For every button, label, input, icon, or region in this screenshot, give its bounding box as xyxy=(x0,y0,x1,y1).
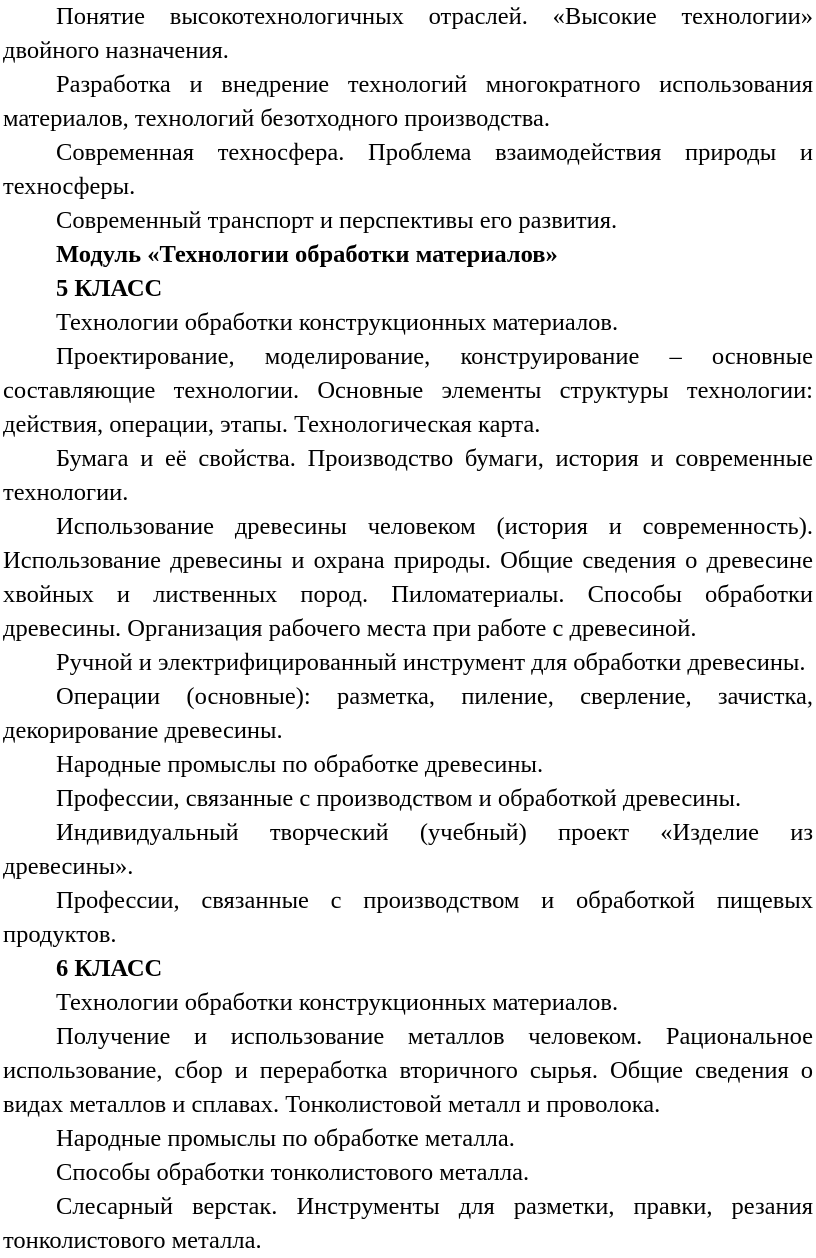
paragraph: Разработка и внедрение технологий многократного использования материалов, технологий безотходного производства. xyxy=(3,71,813,132)
grade-heading-5: 5 КЛАСС xyxy=(56,275,163,302)
paragraph: Ручной и электрифицированный инструмент для обработки древесины. xyxy=(56,649,806,676)
paragraph: Понятие высокотехнологичных отраслей. «Высокие технологии» двойного назначения. xyxy=(3,3,813,64)
grade-heading-6: 6 КЛАСС xyxy=(56,955,163,982)
paragraph: Использование древесины человеком (история и современность). Использование древесины и охрана природы. Общие сведения о древесине хвойных и лиственных пород. Пиломатериалы. Способы обработки древесины. Организация рабочего места при работе с древесиной. xyxy=(3,513,813,642)
paragraph: Народные промыслы по обработке древесины. xyxy=(56,751,544,778)
paragraph: Технологии обработки конструкционных материалов. xyxy=(56,989,619,1016)
paragraph: Индивидуальный творческий (учебный) проект «Изделие из древесины». xyxy=(3,819,813,880)
paragraph: Народные промыслы по обработке металла. xyxy=(56,1125,515,1152)
paragraph: Профессии, связанные с производством и обработкой пищевых продуктов. xyxy=(3,887,813,948)
paragraph: Бумага и её свойства. Производство бумаги, история и современные технологии. xyxy=(3,445,813,506)
paragraph: Слесарный верстак. Инструменты для разметки, правки, резания тонколистового металла. xyxy=(3,1193,813,1254)
paragraph: Современная техносфера. Проблема взаимодействия природы и техносферы. xyxy=(3,139,813,200)
paragraph: Современный транспорт и перспективы его развития. xyxy=(56,207,618,234)
paragraph: Профессии, связанные с производством и обработкой древесины. xyxy=(56,785,742,812)
document-page xyxy=(3,0,813,1258)
paragraph: Проектирование, моделирование, конструирование – основные составляющие технологии. Основные элементы структуры технологии: действия, операции, этапы. Технологическая карта. xyxy=(3,343,813,438)
paragraph: Технологии обработки конструкционных материалов. xyxy=(56,309,619,336)
paragraph: Получение и использование металлов человеком. Рациональное использование, сбор и переработка вторичного сырья. Общие сведения о видах металлов и сплавах. Тонколистовой металл и проволока. xyxy=(3,1023,813,1118)
paragraph: Операции (основные): разметка, пиление, сверление, зачистка, декорирование древесины. xyxy=(3,683,813,744)
paragraph: Способы обработки тонколистового металла. xyxy=(56,1159,530,1186)
module-heading: Модуль «Технологии обработки материалов» xyxy=(56,241,558,268)
